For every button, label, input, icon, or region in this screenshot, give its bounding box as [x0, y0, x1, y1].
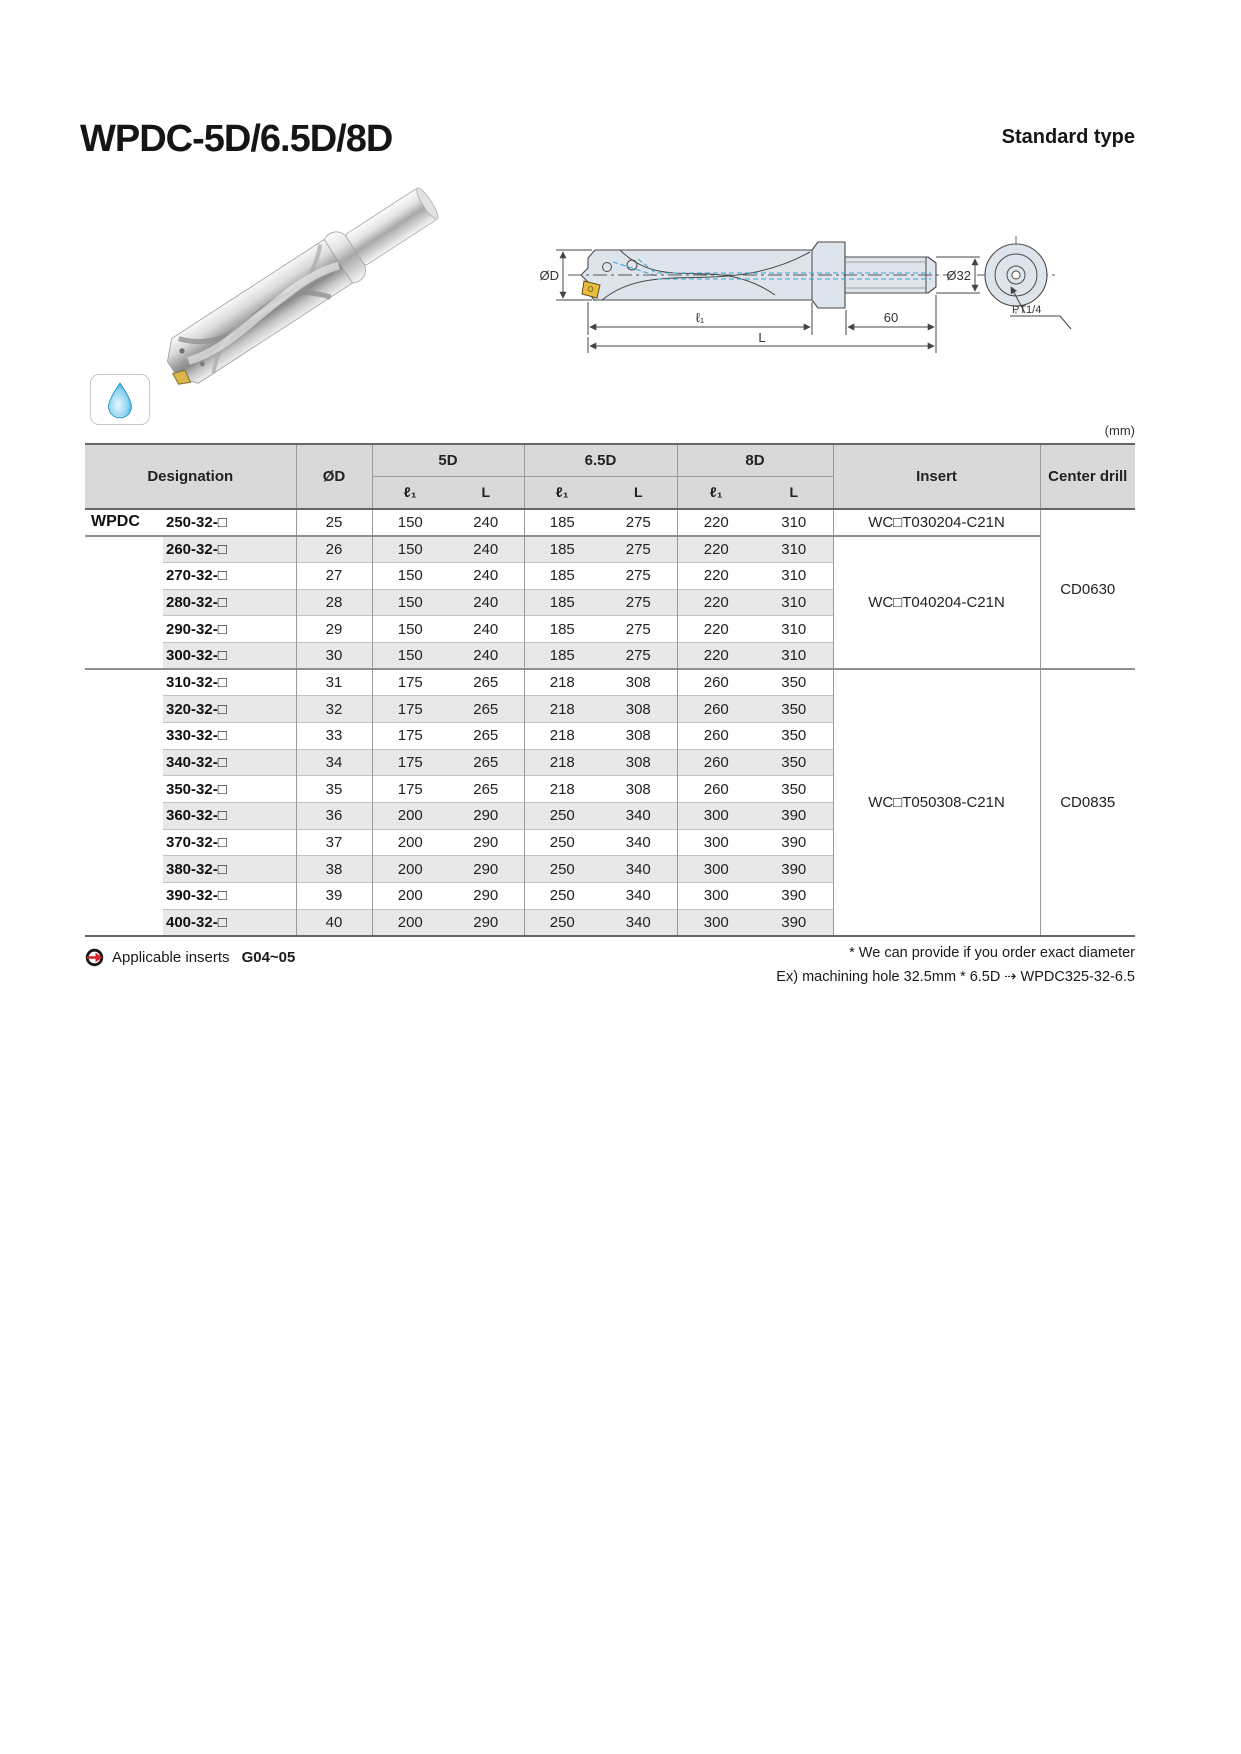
dim-label-shank-diameter: Ø32: [946, 268, 971, 283]
designation: 360-32-□: [163, 803, 296, 830]
length-L-value: 350: [755, 723, 833, 750]
length-L-value: 390: [755, 856, 833, 883]
drill-body-photo: [155, 178, 447, 394]
length-L-value: 240: [448, 536, 524, 563]
length-L-value: 340: [600, 883, 677, 910]
length-l1-value: 150: [372, 616, 448, 643]
od-value: 30: [296, 642, 372, 669]
header-l1: ℓ₁: [677, 476, 755, 509]
length-l1-value: 200: [372, 883, 448, 910]
length-l1-value: 200: [372, 803, 448, 830]
length-l1-value: 250: [524, 829, 600, 856]
designation: 400-32-□: [163, 909, 296, 936]
length-L-value: 275: [600, 642, 677, 669]
length-l1-value: 185: [524, 509, 600, 536]
length-L-value: 340: [600, 829, 677, 856]
applicable-inserts-note: [85, 948, 295, 967]
length-l1-value: 150: [372, 589, 448, 616]
length-l1-value: 300: [677, 883, 755, 910]
od-value: 37: [296, 829, 372, 856]
od-value: 31: [296, 669, 372, 696]
length-l1-value: 250: [524, 909, 600, 936]
insert-value: WC□T050308-C21N: [833, 669, 1040, 936]
length-L-value: 265: [448, 669, 524, 696]
length-l1-value: 260: [677, 776, 755, 803]
length-l1-value: 218: [524, 749, 600, 776]
length-L-value: 240: [448, 589, 524, 616]
dim-label-thread: PT1/4: [1012, 304, 1042, 316]
length-l1-value: 218: [524, 669, 600, 696]
header-group-5d: 5D: [372, 444, 524, 476]
header-insert: Insert: [833, 444, 1040, 509]
length-L-value: 275: [600, 616, 677, 643]
designation: 260-32-□: [163, 536, 296, 563]
spec-row: [85, 669, 1135, 696]
center-drill-value: CD0630: [1040, 509, 1135, 669]
length-L-value: 275: [600, 536, 677, 563]
length-L-value: 265: [448, 776, 524, 803]
length-L-value: 340: [600, 856, 677, 883]
order-note-2: Ex) machining hole 32.5mm * 6.5D ⇢ WPDC325-32-6.5: [776, 968, 1135, 985]
length-L-value: 350: [755, 669, 833, 696]
dim-label-flute-length: ℓ₁: [695, 310, 705, 325]
length-L-value: 265: [448, 749, 524, 776]
length-L-value: 290: [448, 856, 524, 883]
length-l1-value: 185: [524, 616, 600, 643]
designation: 250-32-□: [163, 509, 296, 536]
length-l1-value: 220: [677, 509, 755, 536]
type-label: Standard type: [1001, 126, 1135, 148]
length-L-value: 310: [755, 616, 833, 643]
length-L-value: 310: [755, 562, 833, 589]
length-l1-value: 200: [372, 909, 448, 936]
length-l1-value: 220: [677, 562, 755, 589]
length-L-value: 290: [448, 883, 524, 910]
length-L-value: 265: [448, 696, 524, 723]
length-l1-value: 185: [524, 589, 600, 616]
length-l1-value: 300: [677, 803, 755, 830]
od-value: 39: [296, 883, 372, 910]
designation-prefix: [85, 776, 163, 803]
header-group-6-5d: 6.5D: [524, 444, 677, 476]
length-l1-value: 200: [372, 829, 448, 856]
spec-table-body: [85, 509, 1135, 936]
designation: 350-32-□: [163, 776, 296, 803]
designation: 310-32-□: [163, 669, 296, 696]
designation-prefix: [85, 856, 163, 883]
length-L-value: 310: [755, 642, 833, 669]
product-photo: [122, 168, 457, 408]
length-l1-value: 218: [524, 776, 600, 803]
length-L-value: 308: [600, 723, 677, 750]
designation: 270-32-□: [163, 562, 296, 589]
length-L-value: 275: [600, 589, 677, 616]
length-l1-value: 300: [677, 856, 755, 883]
length-l1-value: 175: [372, 776, 448, 803]
insert-value: WC□T030204-C21N: [833, 509, 1040, 536]
length-L-value: 350: [755, 696, 833, 723]
header-center-drill: Center drill: [1040, 444, 1135, 509]
length-l1-value: 260: [677, 749, 755, 776]
length-L-value: 390: [755, 829, 833, 856]
drill-end-view: [977, 236, 1071, 329]
header-l1: ℓ₁: [372, 476, 448, 509]
coolant-drop-icon: [105, 381, 135, 419]
od-value: 38: [296, 856, 372, 883]
length-l1-value: 150: [372, 642, 448, 669]
length-L-value: 308: [600, 749, 677, 776]
insert-value: WC□T040204-C21N: [833, 536, 1040, 669]
length-L-value: 240: [448, 642, 524, 669]
length-L-value: 275: [600, 509, 677, 536]
length-L-value: 350: [755, 749, 833, 776]
od-value: 25: [296, 509, 372, 536]
designation-prefix: [85, 803, 163, 830]
order-notes: [776, 946, 1135, 984]
length-l1-value: 175: [372, 669, 448, 696]
length-L-value: 308: [600, 696, 677, 723]
od-value: 32: [296, 696, 372, 723]
internal-coolant-badge: [90, 374, 150, 425]
designation: 320-32-□: [163, 696, 296, 723]
length-l1-value: 300: [677, 909, 755, 936]
technical-drawing: [480, 195, 1076, 370]
designation-prefix: [85, 536, 163, 563]
od-value: 33: [296, 723, 372, 750]
center-drill-value: CD0835: [1040, 669, 1135, 936]
designation-prefix: [85, 562, 163, 589]
designation: 370-32-□: [163, 829, 296, 856]
spec-table: [85, 443, 1135, 937]
length-L-value: 310: [755, 589, 833, 616]
length-l1-value: 175: [372, 696, 448, 723]
circle-arrow-icon: [85, 948, 104, 967]
length-l1-value: 200: [372, 856, 448, 883]
length-L-value: 340: [600, 803, 677, 830]
designation-prefix: [85, 696, 163, 723]
designation: 300-32-□: [163, 642, 296, 669]
designation-prefix: [85, 829, 163, 856]
od-value: 40: [296, 909, 372, 936]
length-l1-value: 218: [524, 723, 600, 750]
header-L: L: [448, 476, 524, 509]
applicable-inserts-ref: G04~05: [241, 949, 296, 966]
length-l1-value: 218: [524, 696, 600, 723]
length-L-value: 240: [448, 616, 524, 643]
length-l1-value: 260: [677, 696, 755, 723]
designation-prefix: [85, 589, 163, 616]
designation-prefix: [85, 883, 163, 910]
od-value: 26: [296, 536, 372, 563]
length-l1-value: 260: [677, 669, 755, 696]
dim-label-diameter: ØD: [539, 268, 559, 283]
header-diameter: ØD: [296, 444, 372, 509]
length-l1-value: 300: [677, 829, 755, 856]
page-title: WPDC-5D/6.5D/8D: [80, 118, 393, 160]
spec-row: [85, 509, 1135, 536]
length-L-value: 350: [755, 776, 833, 803]
designation: 340-32-□: [163, 749, 296, 776]
length-l1-value: 250: [524, 803, 600, 830]
length-l1-value: 220: [677, 536, 755, 563]
od-value: 27: [296, 562, 372, 589]
designation-prefix: [85, 616, 163, 643]
length-L-value: 310: [755, 509, 833, 536]
length-L-value: 390: [755, 803, 833, 830]
length-l1-value: 150: [372, 536, 448, 563]
designation: 280-32-□: [163, 589, 296, 616]
designation: 380-32-□: [163, 856, 296, 883]
designation-prefix: [85, 669, 163, 696]
unit-label: (mm): [1104, 423, 1135, 438]
designation-prefix: [85, 909, 163, 936]
designation: 330-32-□: [163, 723, 296, 750]
length-l1-value: 250: [524, 856, 600, 883]
length-L-value: 265: [448, 723, 524, 750]
designation-prefix: [85, 642, 163, 669]
length-l1-value: 150: [372, 509, 448, 536]
length-L-value: 390: [755, 883, 833, 910]
od-value: 36: [296, 803, 372, 830]
header-L: L: [755, 476, 833, 509]
dim-label-shank-length: 60: [883, 310, 899, 325]
length-L-value: 240: [448, 562, 524, 589]
od-value: 35: [296, 776, 372, 803]
spec-row: [85, 536, 1135, 563]
order-note-1: * We can provide if you order exact diameter: [849, 945, 1135, 961]
length-L-value: 308: [600, 776, 677, 803]
designation-prefix: WPDC: [85, 509, 163, 536]
length-l1-value: 150: [372, 562, 448, 589]
length-l1-value: 260: [677, 723, 755, 750]
length-l1-value: 175: [372, 723, 448, 750]
od-value: 29: [296, 616, 372, 643]
header-l1: ℓ₁: [524, 476, 600, 509]
length-L-value: 390: [755, 909, 833, 936]
header-L: L: [600, 476, 677, 509]
length-l1-value: 220: [677, 642, 755, 669]
length-l1-value: 175: [372, 749, 448, 776]
length-l1-value: 185: [524, 642, 600, 669]
designation: 390-32-□: [163, 883, 296, 910]
length-L-value: 240: [448, 509, 524, 536]
applicable-inserts-label: Applicable inserts: [112, 949, 230, 966]
length-L-value: 290: [448, 829, 524, 856]
dim-label-overall-length: L: [758, 330, 766, 345]
length-l1-value: 220: [677, 589, 755, 616]
length-l1-value: 250: [524, 883, 600, 910]
od-value: 34: [296, 749, 372, 776]
designation-prefix: [85, 723, 163, 750]
designation-prefix: [85, 749, 163, 776]
od-value: 28: [296, 589, 372, 616]
length-L-value: 290: [448, 803, 524, 830]
header-designation: Designation: [85, 444, 296, 509]
header-group-8d: 8D: [677, 444, 833, 476]
length-l1-value: 220: [677, 616, 755, 643]
length-L-value: 275: [600, 562, 677, 589]
length-L-value: 310: [755, 536, 833, 563]
length-L-value: 340: [600, 909, 677, 936]
length-l1-value: 185: [524, 536, 600, 563]
designation: 290-32-□: [163, 616, 296, 643]
length-L-value: 290: [448, 909, 524, 936]
length-L-value: 308: [600, 669, 677, 696]
length-l1-value: 185: [524, 562, 600, 589]
